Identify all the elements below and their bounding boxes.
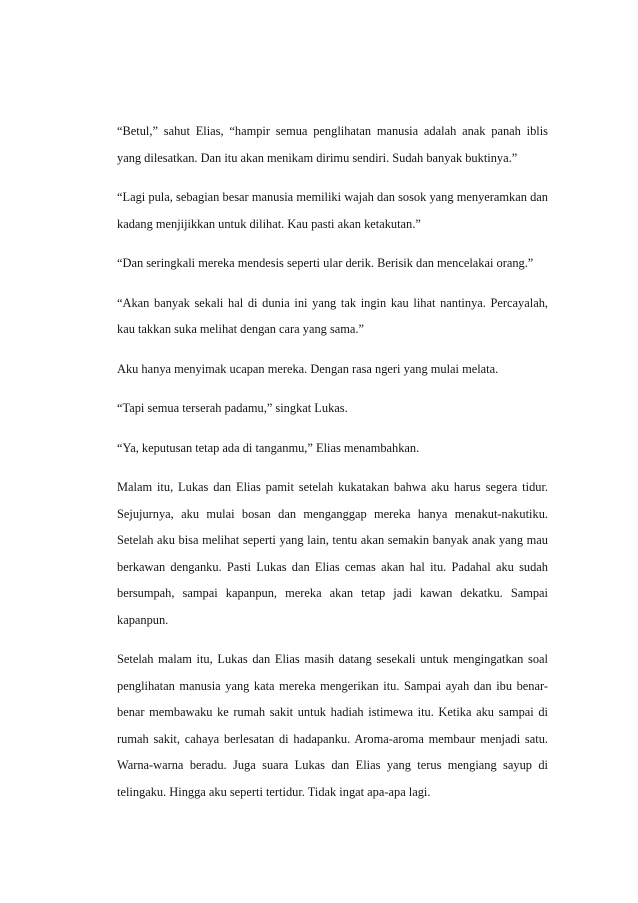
document-body [117, 118, 548, 805]
paragraph: “Dan seringkali mereka mendesis seperti ular derik. Berisik dan mencelakai orang.” [117, 256, 534, 270]
paragraph: Aku hanya menyimak ucapan mereka. Dengan rasa ngeri yang mulai melata. [117, 361, 499, 376]
paragraph: “Ya, keputusan tetap ada di tanganmu,” Elias menambahkan. [117, 440, 420, 455]
paragraph: “Tapi semua terserah padamu,” singkat Lukas. [117, 401, 348, 415]
paragraph: “Lagi pula, sebagian besar manusia memiliki wajah dan sosok yang menyeramkan dan kadang menjijikkan untuk dilihat. Kau pasti akan ketakutan.” [117, 190, 548, 231]
paragraph: Malam itu, Lukas dan Elias pamit setelah kukatakan bahwa aku harus segera tidur. Sejujurnya, aku mulai bosan dan menganggap mereka hanya menakut-nakutiku. Setelah aku bisa melihat seperti yang lain, tentu akan semakin banyak anak yang mau berkawan denganku. Pasti Lukas dan Elias cemas akan hal itu. Padahal aku sudah bersumpah, sampai kapanpun, mereka akan tetap jadi kawan dekatku. Sampai kapanpun. [117, 480, 548, 627]
paragraph: “Betul,” sahut Elias, “hampir semua penglihatan manusia adalah anak panah iblis yang dilesatkan. Dan itu akan menikam dirimu sendiri. Sudah banyak buktinya.” [117, 124, 548, 165]
paragraph: “Akan banyak sekali hal di dunia ini yang tak ingin kau lihat nantinya. Percayalah, kau takkan suka melihat dengan cara yang sama.” [117, 295, 548, 336]
paragraph: Setelah malam itu, Lukas dan Elias masih datang sesekali untuk mengingatkan soal penglihatan manusia yang kata mereka mengerikan itu. Sampai ayah dan ibu benar-benar membawaku ke rumah sakit untuk hadiah istimewa itu. Ketika aku sampai di rumah sakit, cahaya berlesatan di hadapanku. Aroma-aroma membaur menjadi satu. Warna-warna beradu. Juga suara Lukas dan Elias yang terus mengiang sayup di telingaku. Hingga aku seperti tertidur. Tidak ingat apa-apa lagi. [117, 652, 548, 799]
